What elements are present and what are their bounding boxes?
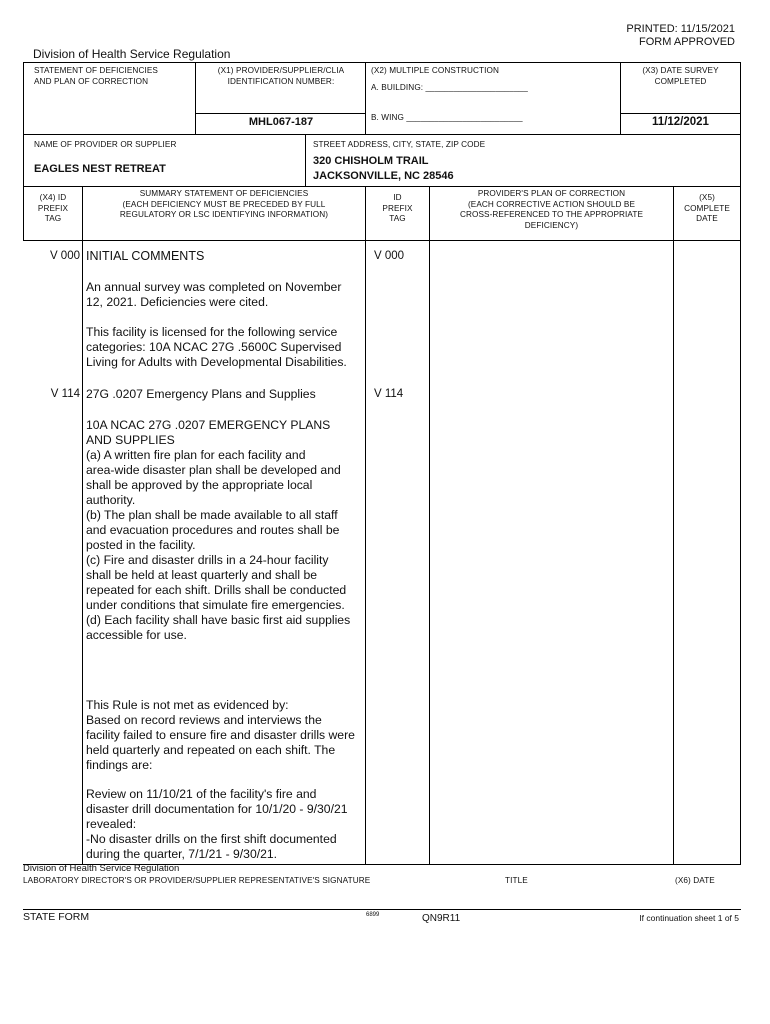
x1-label: (X1) PROVIDER/SUPPLIER/CLIA IDENTIFICATION NUMBER: [217,66,345,86]
col-divider-1 [82,186,83,864]
division-title: Division of Health Service Regulation [33,47,231,61]
x5-header: (X5) COMPLETE DATE [684,193,730,223]
form-code: QN9R11 [422,913,461,924]
wing-field: B. WING _________________________ [371,113,523,122]
col-divider-3 [429,186,430,864]
signature-label: LABORATORY DIRECTOR'S OR PROVIDER/SUPPLIER REPRESENTATIVE'S SIGNATURE [23,876,371,885]
survey-paragraph: An annual survey was completed on November 12, 2021. Deficiencies were cited. [86,280,342,309]
title-label: TITLE [505,876,528,885]
footer-division: Division of Health Service Regulation [23,863,180,874]
evidence-paragraph: This Rule is not met as evidenced by: Based on record reviews and interviews the facility failed to ensure fire and disaster drills were held quarterly and repeated on each shift. The findings are: [86,698,355,772]
summary-header: SUMMARY STATEMENT OF DEFICIENCIES (EACH DEFICIENCY MUST BE PRECEDED BY FULL REGULATORY OR LSC IDENTIFYING INFORMATION) [119,189,329,219]
state-form: STATE FORM [23,911,90,923]
divider-x2 [365,62,366,134]
col-divider-4 [673,186,674,864]
continuation-sheet: If continuation sheet 1 of 5 [639,913,739,923]
id-prefix-header: ID PREFIX TAG [382,193,413,223]
row-divider-1 [23,134,741,135]
x4-header: (X4) ID PREFIX TAG [37,193,69,223]
provider-name-label: NAME OF PROVIDER OR SUPPLIER [34,140,177,149]
form-number: 6899 [366,912,380,918]
city-state-zip: JACKSONVILLE, NC 28546 [313,170,454,182]
tag-v114: V 114 [50,388,80,400]
frame-top [23,62,741,63]
building-field: A. BUILDING: ______________________ [371,83,528,92]
x1-underline [195,113,365,114]
form-approved: FORM APPROVED [639,36,735,48]
plan-header: PROVIDER'S PLAN OF CORRECTION (EACH CORRECTIVE ACTION SHOULD BE CROSS-REFERENCED TO THE APPROPRIATE DEFICIENCY) [459,189,644,230]
street-address: 320 CHISHOLM TRAIL [313,155,429,167]
x3-underline [620,113,740,114]
initial-comments-heading: INITIAL COMMENTS [86,249,205,263]
row-divider-2 [23,186,741,187]
provider-id: MHL067-187 [248,116,314,128]
license-paragraph: This facility is licensed for the following service categories: 10A NCAC 27G .5600C Supervised Living for Adults with Developmental Disabilities. [86,325,347,369]
divider-address [305,134,306,186]
statement-label: STATEMENT OF DEFICIENCIES AND PLAN OF CORRECTION [34,66,158,86]
x6-date-label: (X6) DATE [675,876,715,885]
id-tag-v000: V 000 [374,250,405,262]
x3-label: (X3) DATE SURVEY COMPLETED [642,66,719,86]
findings-paragraph: Review on 11/10/21 of the facility's fire and disaster drill documentation for 10/1/20 - 9/30/21 revealed: -No disaster drills on the first shift documented during the quarter, 7/1/21 - 9/30/21. [86,787,348,861]
emergency-plans-heading: 27G .0207 Emergency Plans and Supplies [86,387,316,401]
id-tag-v114: V 114 [374,388,404,400]
col-divider-2 [365,186,366,864]
provider-name: EAGLES NEST RETREAT [34,163,166,175]
row-divider-3 [23,240,741,241]
footer-rule [23,909,741,910]
x2-label: (X2) MULTIPLE CONSTRUCTION [371,66,499,75]
tag-v000: V 000 [49,250,80,262]
address-label: STREET ADDRESS, CITY, STATE, ZIP CODE [313,140,486,149]
printed-date: PRINTED: 11/15/2021 [626,23,735,35]
rule-text: 10A NCAC 27G .0207 EMERGENCY PLANS AND SUPPLIES (a) A written fire plan for each facility and area-wide disaster plan shall be developed and shall be approved by the appropriate local authority. (b) The plan shall be made available to all staff and evacuation procedures and routes shall be posted in the facility. (c) Fire and disaster drills in a 24-hour facility shall be held at least quarterly and shall be repeated for each shift. Drills shall be conducted under conditions that simulate fire emergencies. (d) Each facility shall have basic first aid supplies accessible for use. [86,418,351,642]
survey-date: 11/12/2021 [652,116,709,128]
frame-right [740,62,741,864]
